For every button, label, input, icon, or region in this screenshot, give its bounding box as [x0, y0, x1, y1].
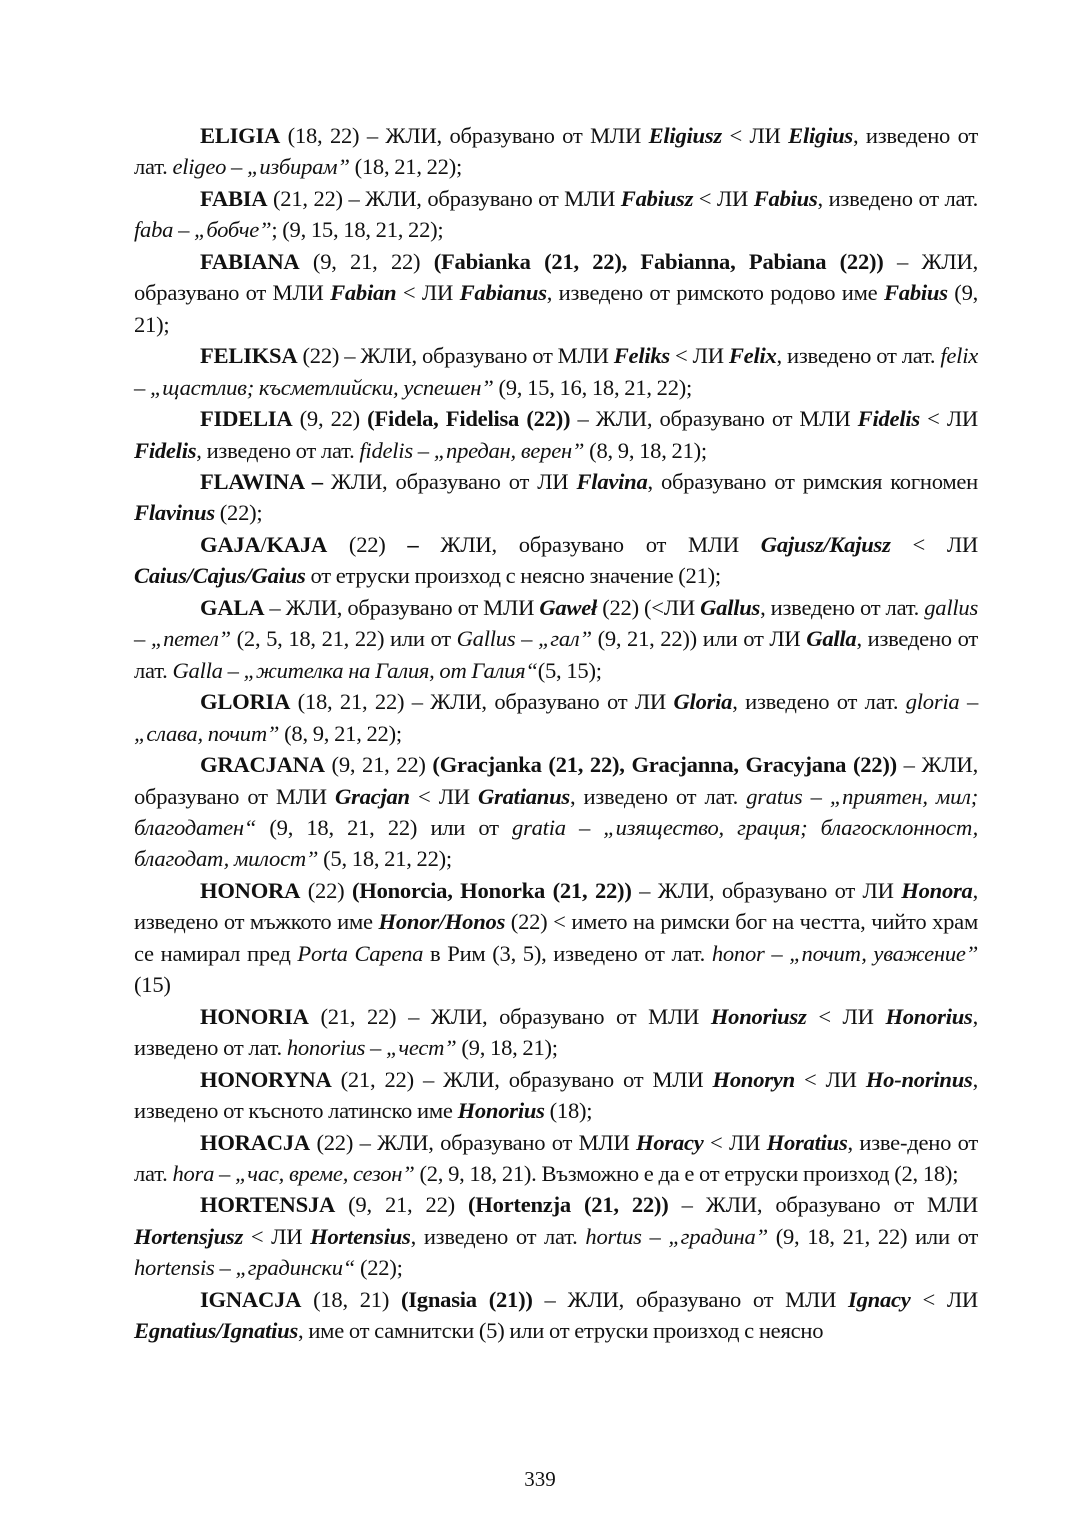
- entry-text: , изведено от лат.: [732, 689, 906, 715]
- entry-text: (18, 21, 22) – ЖЛИ, образувано от ЛИ: [290, 689, 674, 715]
- entry-text: (15): [134, 972, 171, 998]
- headword-text: GAJA: [200, 531, 261, 557]
- entry-text: – ЖЛИ, образувано от ЛИ: [631, 877, 902, 903]
- name-form: Ignacy: [848, 1286, 911, 1312]
- headword-text: FIDELIA: [200, 406, 293, 432]
- entry-honoria: [134, 1001, 978, 1064]
- entry-text: , образувано от римския когномен: [647, 468, 978, 494]
- headword-text: (Gracjanka (21, 22), Gracjanna, Gracyjana (22)): [432, 752, 897, 778]
- name-form: Fabiusz: [620, 185, 694, 211]
- name-form: Honora: [901, 877, 973, 903]
- entry-text: < ЛИ: [919, 406, 978, 432]
- entry-text: < ЛИ: [693, 185, 754, 211]
- name-form: Flavinus: [134, 500, 215, 526]
- name-form: Felix: [728, 343, 777, 369]
- entry-text: (22);: [355, 1255, 403, 1281]
- name-form: Gracjan: [335, 783, 410, 809]
- entry-text: , изведено от лат.: [776, 343, 941, 369]
- entry-text: (9, 22): [292, 406, 368, 432]
- name-form: Fabius: [753, 185, 818, 211]
- entry-text: в Рим (3, 5), изведено от лат.: [423, 940, 712, 966]
- etymology-gloss: Gallus – „гал”: [456, 626, 592, 652]
- etymology-gloss: gratia – „изящество, грация; благосклонност, благодат, милост”: [134, 814, 978, 872]
- entry-text: (9, 18, 21);: [456, 1035, 558, 1061]
- entry-text: (2, 9, 18, 21). Възможно е да е от етруски произход (2, 18);: [414, 1160, 959, 1186]
- entry-text: (5, 15);: [537, 657, 602, 683]
- entry-text: , изведено от лат.: [134, 1003, 979, 1061]
- name-form: Horacy: [636, 1129, 704, 1155]
- headword-text: FLAWINA –: [200, 468, 323, 494]
- headword-text: GALA: [200, 594, 265, 620]
- entry-gaja: [134, 529, 978, 592]
- entry-text: , изведено от лат.: [134, 123, 979, 180]
- headword-text: FABIANA: [200, 248, 300, 274]
- headword-text: (Fabianka (21, 22), Fabianna, Pabiana (22)): [433, 248, 884, 274]
- name-form: Horatius: [766, 1129, 848, 1155]
- headword-text: (Honorcia, Honorka (21, 22)): [351, 877, 632, 903]
- headword-text: ELIGIA: [200, 123, 281, 148]
- entry-text: (8, 9, 18, 21);: [584, 437, 707, 463]
- name-form: Honoryn: [712, 1066, 795, 1092]
- entry-text: , име от самнитски (5) или от етруски произход с неясно: [298, 1318, 824, 1344]
- etymology-gloss: faba – „бобче”: [134, 217, 272, 243]
- name-form: Fabianus: [459, 280, 547, 306]
- entry-gracjana: [134, 749, 978, 875]
- entry-text: (18, 21, 22);: [349, 154, 463, 180]
- headword-text: GLORIA: [200, 689, 291, 715]
- entry-text: (9, 21, 22): [299, 248, 434, 274]
- entry-text: – ЖЛИ, образувано от МЛИ: [264, 594, 540, 620]
- name-form: Honorius: [885, 1003, 973, 1029]
- etymology-gloss: hora – „час, време, сезон”: [172, 1160, 415, 1186]
- entry-text: < ЛИ: [806, 1003, 886, 1029]
- name-form: Galla: [806, 626, 857, 652]
- name-form: Honorius: [457, 1098, 545, 1124]
- etymology-gloss: eligeo – „избирам”: [172, 154, 350, 180]
- name-form: Gaweł: [539, 594, 598, 620]
- entry-text: < ЛИ: [721, 123, 789, 148]
- headword-text: HORTENSJA: [200, 1192, 336, 1218]
- entry-honoryna: [134, 1064, 978, 1127]
- entry-gloria: [134, 686, 978, 749]
- headword-text: (Fidela, Fidelisa (22)): [367, 406, 571, 432]
- entry-text: (22): [327, 531, 408, 557]
- etymology-gloss: honorius – „чест”: [286, 1035, 457, 1061]
- entry-eligia: [134, 120, 978, 183]
- entry-text: ЖЛИ, образувано от ЛИ: [322, 468, 577, 494]
- headword-text: IGNACJA: [200, 1286, 302, 1312]
- entry-text: , изведено от лат.: [134, 626, 978, 683]
- entry-text: < ЛИ: [243, 1223, 311, 1249]
- entry-text: , изведено от лат.: [760, 594, 925, 620]
- entry-text: < ЛИ: [910, 1286, 978, 1312]
- entry-text: – ЖЛИ, образувано от МЛИ: [134, 752, 978, 809]
- headword-text: FELIKSA: [200, 343, 298, 369]
- entry-feliksa: [134, 340, 978, 403]
- etymology-gloss: fidelis – „предан, верен”: [359, 437, 585, 463]
- entry-text: (18, 22) – ЖЛИ, образувано от МЛИ: [280, 123, 649, 148]
- name-form: Eligiusz: [648, 123, 722, 148]
- entry-text: < ЛИ: [703, 1129, 767, 1155]
- entry-text: – ЖЛИ, образувано от МЛИ: [532, 1286, 849, 1312]
- entry-text: , изве-дено от лат.: [134, 1129, 978, 1186]
- headword-text: (Hortenzja (21, 22)): [468, 1192, 669, 1218]
- name-form: Feliks: [613, 343, 670, 369]
- entry-text: (9, 21);: [134, 280, 979, 337]
- etymology-gloss: hortensis – „градински“: [134, 1255, 356, 1281]
- etymology-gloss: gratus – „приятен, мил; благодатен“: [134, 783, 979, 840]
- entry-text: < ЛИ: [669, 343, 729, 369]
- entry-text: , изведено от лат.: [410, 1223, 586, 1249]
- entry-text: (21, 22) – ЖЛИ, образувано от МЛИ: [308, 1003, 711, 1029]
- name-form: Gratianus: [478, 783, 570, 809]
- entry-text: < ЛИ: [890, 531, 978, 557]
- entry-text: ЖЛИ, образувано от МЛИ: [418, 531, 761, 557]
- etymology-gloss: Galla – „жителка на Галия, от Галия“: [172, 657, 538, 683]
- entry-text: ; (9, 15, 18, 21, 22);: [271, 217, 444, 243]
- headword-text: (Ignasia (21)): [400, 1286, 533, 1312]
- entry-text: , изведено от късното латинско име: [134, 1066, 979, 1124]
- headword-text: HONORA: [200, 877, 301, 903]
- name-form: Fidelis: [857, 406, 920, 432]
- entry-text: (22): [300, 877, 352, 903]
- entry-text: (22) < името на римски бог на честта, чийто храм се намирал пред: [134, 909, 979, 966]
- entry-text: , изведено от лат.: [569, 783, 747, 809]
- entry-fabiana: [134, 246, 978, 340]
- etymology-gloss: gallus – „петел”: [134, 594, 978, 652]
- page-number: 339: [524, 1467, 556, 1491]
- entry-text: (21, 22) – ЖЛИ, образувано от МЛИ: [267, 185, 621, 211]
- entry-text: (5, 18, 21, 22);: [318, 846, 452, 872]
- etymology-gloss: Porta Capena: [297, 940, 424, 966]
- entry-text: – ЖЛИ, образувано от МЛИ: [668, 1192, 978, 1218]
- name-form: Eligius: [788, 123, 853, 148]
- entry-text: (22);: [214, 500, 263, 526]
- entry-text: (22) – ЖЛИ, образувано от МЛИ: [297, 343, 614, 369]
- entry-hortensja: [134, 1189, 978, 1283]
- headword-text: HONORYNA: [200, 1066, 332, 1092]
- name-form: Ho-norinus: [865, 1066, 973, 1092]
- entry-text: (9, 21, 22)) или от ЛИ: [591, 626, 807, 652]
- entry-text: (9, 15, 16, 18, 21, 22);: [493, 374, 693, 400]
- headword-text: GRACJANA: [200, 752, 325, 778]
- entry-text: < ЛИ: [794, 1066, 866, 1092]
- entry-fidelia: [134, 403, 978, 466]
- name-form: Egnatius/Ignatius: [134, 1318, 299, 1344]
- entry-text: (21, 22) – ЖЛИ, образувано от МЛИ: [331, 1066, 713, 1092]
- entry-text: < ЛИ: [396, 280, 460, 306]
- headword-text: –: [407, 531, 419, 557]
- headword-text: FABIA: [200, 185, 268, 211]
- headword-text: KAJA: [266, 531, 328, 557]
- entry-text: (9, 21, 22): [324, 752, 433, 778]
- etymology-gloss: honor – „почит, уважение”: [711, 940, 979, 966]
- entry-gala: [134, 592, 978, 686]
- name-form: Gajusz/Kajusz: [760, 531, 891, 557]
- entry-text: < ЛИ: [409, 783, 479, 809]
- entry-text: – ЖЛИ, образувано от МЛИ: [134, 248, 978, 306]
- entry-text: /: [260, 531, 267, 557]
- entry-text: , изведено от мъжкото име: [134, 877, 978, 935]
- name-form: Honoriusz: [710, 1003, 807, 1029]
- etymology-gloss: felix – „щастлив; късметлийски, успешен”: [134, 343, 979, 400]
- entry-text: , изведено от лат.: [817, 185, 979, 211]
- etymology-gloss: hortus – „градина”: [585, 1223, 768, 1249]
- entry-fabia: [134, 183, 978, 246]
- entry-text: (9, 21, 22): [335, 1192, 468, 1218]
- entry-text: , изведено от лат.: [196, 437, 360, 463]
- entry-text: (18, 21): [301, 1286, 401, 1312]
- entry-text: , изведено от римското родово име: [546, 280, 884, 306]
- entry-text: – ЖЛИ, образувано от МЛИ: [570, 406, 858, 432]
- name-form: Caius/Cajus/Gaius: [134, 563, 306, 589]
- etymology-gloss: gloria – „слава, почит”: [134, 689, 978, 746]
- headword-text: HONORIA: [200, 1003, 309, 1029]
- entry-flawina: [134, 466, 978, 529]
- entry-ignacja: [134, 1284, 978, 1347]
- headword-text: HORACJA: [200, 1129, 310, 1155]
- entry-text: (18);: [544, 1098, 593, 1124]
- entry-text: (22) (<ЛИ: [597, 594, 701, 620]
- name-form: Flavina: [576, 468, 648, 494]
- name-form: Gloria: [673, 689, 733, 715]
- name-form: Gallus: [700, 594, 761, 620]
- name-form: Hortensius: [310, 1223, 411, 1249]
- entry-honora: [134, 875, 978, 1001]
- entry-text: (8, 9, 21, 22);: [279, 720, 402, 746]
- name-form: Fabian: [330, 280, 397, 306]
- entry-text: (22) – ЖЛИ, образувано от МЛИ: [309, 1129, 637, 1155]
- entry-text: (9, 18, 21, 22) или от: [256, 814, 513, 840]
- name-form: Fabius: [883, 280, 948, 306]
- name-form: Fidelis: [134, 437, 197, 463]
- entry-horacja: [134, 1127, 978, 1190]
- entry-text: (9, 18, 21, 22) или от: [767, 1223, 978, 1249]
- name-form: Hortensjusz: [134, 1223, 244, 1249]
- dictionary-entries: [134, 120, 978, 1347]
- name-form: Honor/Honos: [378, 909, 506, 935]
- entry-text: (2, 5, 18, 21, 22) или от: [230, 626, 457, 652]
- entry-text: от етруски произход с неясно значение (21);: [305, 563, 721, 589]
